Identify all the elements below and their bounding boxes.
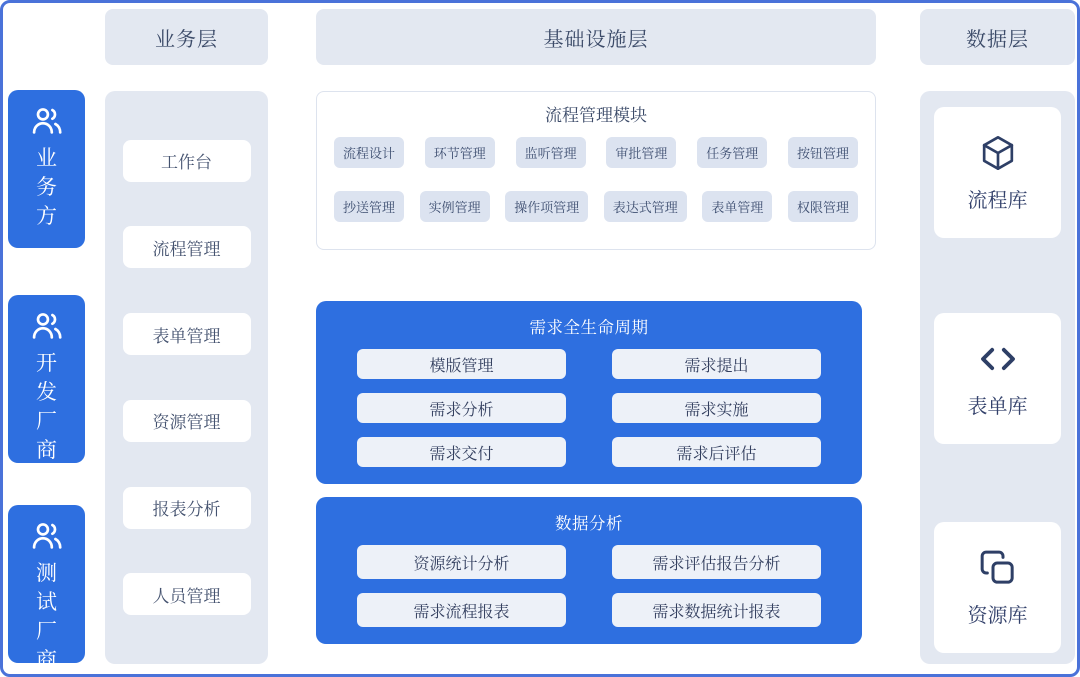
resource-repository-card xyxy=(934,522,1061,653)
process-tag: 流程设计 xyxy=(334,137,404,168)
process-tag: 实例管理 xyxy=(420,191,490,222)
form-repository-card xyxy=(934,313,1061,444)
process-tag: 权限管理 xyxy=(788,191,858,222)
process-tag: 环节管理 xyxy=(425,137,495,168)
process-tag: 监听管理 xyxy=(516,137,586,168)
lifecycle-card: 需求分析 xyxy=(357,393,566,423)
stakeholder-label: 业务方 xyxy=(35,147,57,228)
business-module-card: 表单管理 xyxy=(123,313,251,355)
data-layer-header: 数据层 xyxy=(920,9,1075,65)
tag-row-1 xyxy=(334,137,858,168)
stakeholder-business xyxy=(8,90,85,248)
stakeholder-test-vendor xyxy=(8,505,85,672)
process-tag: 表达式管理 xyxy=(604,191,687,222)
process-tag: 操作项管理 xyxy=(505,191,588,222)
analytics-card: 需求数据统计报表 xyxy=(612,593,821,627)
infrastructure-layer-header: 基础设施层 xyxy=(316,9,876,65)
lifecycle-card: 模版管理 xyxy=(357,349,566,379)
users-icon xyxy=(29,103,65,139)
cube-icon xyxy=(978,133,1018,173)
repository-label: 资源库 xyxy=(967,604,1028,627)
users-icon xyxy=(29,518,65,554)
copy-icon xyxy=(978,548,1018,588)
requirement-lifecycle-box xyxy=(316,301,862,484)
business-module-card: 报表分析 xyxy=(123,487,251,529)
lifecycle-grid xyxy=(357,349,821,467)
analytics-card: 需求评估报告分析 xyxy=(612,545,821,579)
stakeholder-label: 测试厂商 xyxy=(35,562,57,672)
data-layer-panel xyxy=(920,91,1075,664)
lifecycle-card: 需求提出 xyxy=(612,349,821,379)
stakeholder-dev-vendor xyxy=(8,295,85,463)
business-module-card: 流程管理 xyxy=(123,226,251,268)
business-layer-header: 业务层 xyxy=(105,9,268,65)
process-management-module xyxy=(316,91,876,250)
business-module-card: 资源管理 xyxy=(123,400,251,442)
process-tag: 按钮管理 xyxy=(788,137,858,168)
process-repository-card xyxy=(934,107,1061,238)
stakeholder-label: 开发厂商 xyxy=(35,352,57,462)
business-module-card: 人员管理 xyxy=(123,573,251,615)
code-icon xyxy=(978,339,1018,379)
repository-label: 表单库 xyxy=(967,395,1028,418)
data-analytics-box xyxy=(316,497,862,644)
repository-label: 流程库 xyxy=(967,189,1028,212)
process-tag: 任务管理 xyxy=(697,137,767,168)
process-module-tags xyxy=(334,126,858,233)
analytics-grid xyxy=(357,545,821,627)
process-tag: 表单管理 xyxy=(702,191,772,222)
process-tag: 审批管理 xyxy=(606,137,676,168)
analytics-title: 数据分析 xyxy=(555,515,623,533)
process-module-title: 流程管理模块 xyxy=(545,106,647,125)
analytics-card: 需求流程报表 xyxy=(357,593,566,627)
users-icon xyxy=(29,308,65,344)
business-module-card: 工作台 xyxy=(123,140,251,182)
lifecycle-card: 需求交付 xyxy=(357,437,566,467)
lifecycle-card: 需求实施 xyxy=(612,393,821,423)
lifecycle-title: 需求全生命周期 xyxy=(529,319,649,337)
lifecycle-card: 需求后评估 xyxy=(612,437,821,467)
analytics-card: 资源统计分析 xyxy=(357,545,566,579)
tag-row-2 xyxy=(334,191,858,222)
process-tag: 抄送管理 xyxy=(334,191,404,222)
business-layer-panel xyxy=(105,91,268,664)
